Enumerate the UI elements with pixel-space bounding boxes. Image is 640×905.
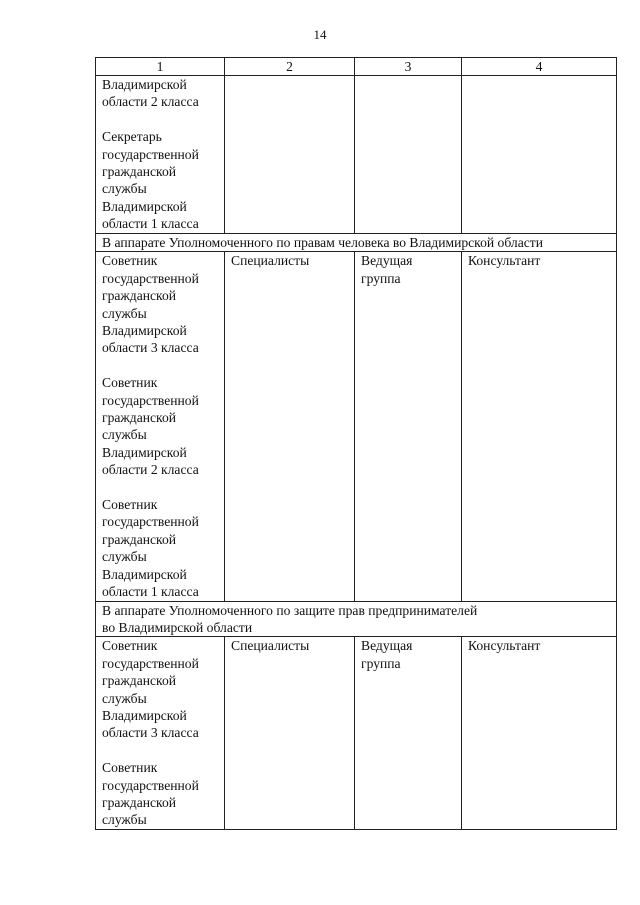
equivalent-cell — [462, 76, 617, 234]
column-header-2: 2 — [225, 58, 355, 76]
position-line: государственной — [102, 146, 199, 162]
position-cell — [96, 252, 225, 601]
position-line: области 3 класса — [102, 340, 199, 356]
equivalent-label: Консультант — [468, 638, 541, 654]
position-line: службы — [102, 690, 147, 706]
position-line: гражданской — [102, 410, 177, 426]
position-line: государственной — [102, 514, 199, 530]
position-line: службы — [102, 305, 147, 321]
section-title-line: во Владимирской области — [102, 619, 253, 635]
equivalent-label: Консультант — [468, 253, 541, 269]
group-cell — [355, 76, 462, 234]
position-line: Советник — [102, 253, 158, 269]
position-line: службы — [102, 427, 147, 443]
position-line: Владимирской — [102, 566, 187, 582]
position-line: службы — [102, 181, 147, 197]
position-cell — [96, 637, 225, 829]
category-cell — [225, 252, 355, 601]
position-line: государственной — [102, 270, 199, 286]
category-cell — [225, 637, 355, 829]
column-header-4: 4 — [462, 58, 617, 76]
position-line: государственной — [102, 392, 199, 408]
column-header-3: 3 — [355, 58, 462, 76]
position-line: службы — [102, 549, 147, 565]
table-row — [96, 637, 617, 829]
page-number: 14 — [313, 27, 327, 42]
position-line: Советник — [102, 497, 158, 513]
position-line: области 2 класса — [102, 94, 199, 110]
position-line: Владимирской — [102, 707, 187, 723]
position-line: гражданской — [102, 673, 177, 689]
equivalent-cell — [462, 252, 617, 601]
position-line: гражданской — [102, 531, 177, 547]
table-row — [96, 252, 617, 601]
position-line: области 2 класса — [102, 462, 199, 478]
position-line: гражданской — [102, 288, 177, 304]
position-line: Советник — [102, 638, 158, 654]
position-line: Советник — [102, 760, 158, 776]
position-line: гражданской — [102, 794, 177, 810]
position-line: Секретарь — [102, 129, 162, 145]
position-line: области 1 класса — [102, 216, 199, 232]
position-line: Владимирской — [102, 323, 187, 339]
group-line: Ведущая — [361, 253, 413, 269]
category-label: Специалисты — [231, 638, 310, 654]
category-cell — [225, 76, 355, 234]
position-line: области 1 класса — [102, 584, 199, 600]
section-header-row — [96, 234, 617, 252]
group-line: Ведущая — [361, 638, 413, 654]
section-title: В аппарате Уполномоченного по правам человека во Владимирской области — [96, 234, 617, 252]
group-cell — [355, 252, 462, 601]
equivalent-cell — [462, 637, 617, 829]
position-line: Владимирской — [102, 444, 187, 460]
section-title-line: В аппарате Уполномоченного по защите прав предпринимателей — [102, 602, 478, 618]
group-line: группа — [361, 270, 401, 286]
column-header-1: 1 — [96, 58, 225, 76]
group-line: группа — [361, 655, 401, 671]
position-line: гражданской — [102, 164, 177, 180]
section-title — [96, 601, 617, 637]
section-header-row — [96, 601, 617, 637]
group-cell — [355, 637, 462, 829]
position-cell — [96, 76, 225, 234]
position-line: Владимирской — [102, 77, 187, 92]
table-header-row — [96, 58, 617, 76]
position-line: Советник — [102, 375, 158, 391]
category-label: Специалисты — [231, 253, 310, 269]
position-line: Владимирской — [102, 198, 187, 214]
positions-table — [95, 57, 617, 830]
position-line: государственной — [102, 655, 199, 671]
position-line: государственной — [102, 777, 199, 793]
table-row — [96, 76, 617, 234]
position-line: области 3 класса — [102, 725, 199, 741]
position-line: службы — [102, 812, 147, 828]
